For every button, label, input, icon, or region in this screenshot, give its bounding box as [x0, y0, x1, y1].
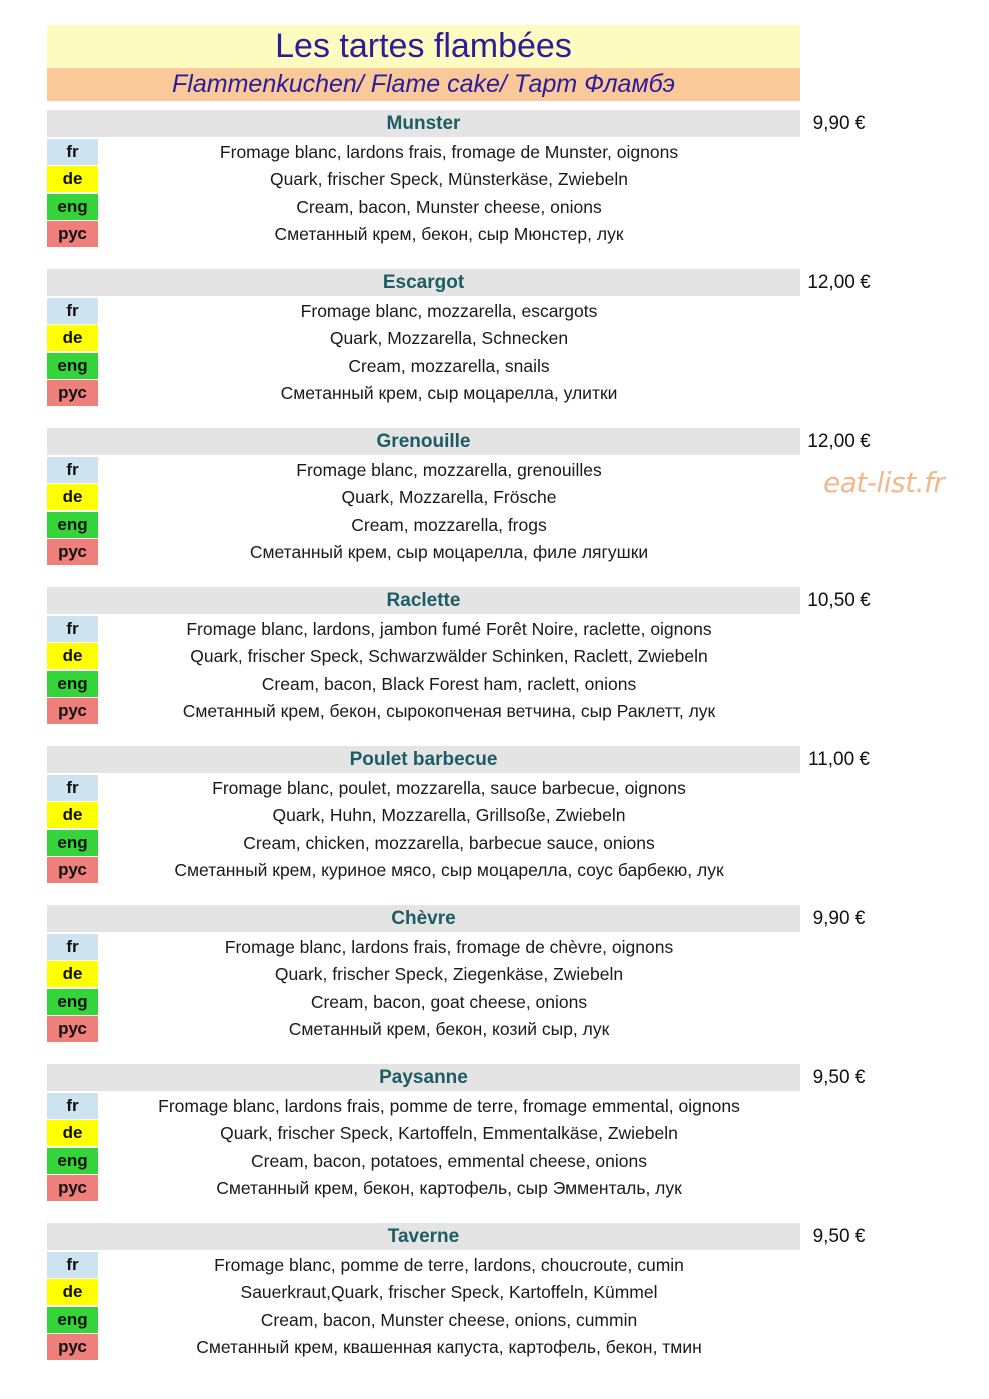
language-badge-de: de	[47, 325, 98, 351]
language-badge-eng: eng	[47, 353, 98, 379]
description-row-eng	[47, 194, 800, 220]
menu-item	[47, 110, 889, 247]
language-badge-eng: eng	[47, 830, 98, 856]
description-row-fr	[47, 616, 800, 642]
description-row-de	[47, 325, 800, 351]
description-row-ru	[47, 380, 800, 406]
language-badge-ru: рус	[47, 1334, 98, 1360]
language-badge-de: de	[47, 1279, 98, 1305]
menu-item	[47, 587, 889, 724]
description-row-fr	[47, 775, 800, 801]
description-text: Cream, bacon, Black Forest ham, raclett, onions	[261, 674, 637, 694]
language-badge-fr: fr	[47, 457, 98, 483]
description-row-de	[47, 1120, 800, 1146]
item-name: Munster	[47, 110, 800, 137]
menu-header	[47, 25, 800, 101]
language-badge-fr: fr	[47, 616, 98, 642]
description-row-eng	[47, 830, 800, 856]
description-text: Cream, mozzarella, frogs	[351, 515, 547, 535]
description-row-ru	[47, 857, 800, 883]
language-badge-eng: eng	[47, 194, 98, 220]
item-name: Poulet barbecue	[47, 746, 800, 773]
description-text: Fromage blanc, poulet, mozzarella, sauce barbecue, oignons	[212, 778, 686, 798]
description-text: Quark, Mozzarella, Schnecken	[329, 328, 569, 348]
language-badge-fr: fr	[47, 934, 98, 960]
language-badge-ru: рус	[47, 857, 98, 883]
description-text: Cream, chicken, mozzarella, barbecue sauce, onions	[243, 833, 655, 853]
description-text: Cream, bacon, potatoes, emmental cheese, onions	[251, 1151, 647, 1171]
menu-item	[47, 1223, 889, 1360]
item-name: Chèvre	[47, 905, 800, 932]
description-text: Сметанный крем, куриное мясо, сыр моцарелла, соус барбекю, лук	[174, 860, 724, 880]
menu-item	[47, 1064, 889, 1201]
language-badge-ru: рус	[47, 1016, 98, 1042]
item-price: 12,00 €	[807, 431, 871, 452]
language-badge-de: de	[47, 961, 98, 987]
language-badge-de: de	[47, 484, 98, 510]
language-badge-de: de	[47, 643, 98, 669]
language-badge-eng: eng	[47, 512, 98, 538]
description-text: Сметанный крем, бекон, картофель, сыр Эмменталь, лук	[216, 1178, 682, 1198]
description-text: Cream, mozzarella, snails	[348, 356, 550, 376]
language-badge-eng: eng	[47, 1307, 98, 1333]
description-text: Fromage blanc, lardons frais, fromage de chèvre, oignons	[224, 937, 674, 957]
description-row-de	[47, 484, 800, 510]
menu-subtitle: Flammenkuchen/ Flame cake/ Тарт Фламбэ	[47, 68, 800, 101]
description-row-eng	[47, 671, 800, 697]
menu-title: Les tartes flambées	[47, 25, 800, 68]
description-row-de	[47, 1279, 800, 1305]
description-text: Сметанный крем, сыр моцарелла, улитки	[280, 383, 618, 403]
item-price: 12,00 €	[807, 272, 871, 293]
description-row-ru	[47, 1175, 800, 1201]
language-badge-eng: eng	[47, 989, 98, 1015]
menu-item	[47, 746, 889, 883]
language-badge-ru: рус	[47, 698, 98, 724]
language-badge-de: de	[47, 1120, 98, 1146]
description-text: Quark, frischer Speck, Schwarzwälder Schinken, Raclett, Zwiebeln	[190, 646, 708, 666]
description-row-fr	[47, 934, 800, 960]
description-row-eng	[47, 989, 800, 1015]
description-text: Fromage blanc, lardons frais, fromage de Munster, oignons	[219, 142, 679, 162]
description-row-fr	[47, 1252, 800, 1278]
language-badge-ru: рус	[47, 380, 98, 406]
language-badge-fr: fr	[47, 775, 98, 801]
description-row-fr	[47, 457, 800, 483]
description-row-eng	[47, 353, 800, 379]
language-badge-fr: fr	[47, 139, 98, 165]
description-row-fr	[47, 139, 800, 165]
watermark: eat-list.fr	[823, 466, 945, 499]
description-row-de	[47, 166, 800, 192]
description-row-fr	[47, 298, 800, 324]
description-text: Quark, Huhn, Mozzarella, Grillsoße, Zwiebeln	[272, 805, 626, 825]
description-row-ru	[47, 698, 800, 724]
description-text: Сметанный крем, сыр моцарелла, филе лягушки	[249, 542, 649, 562]
language-badge-fr: fr	[47, 298, 98, 324]
language-badge-eng: eng	[47, 1148, 98, 1174]
description-text: Сметанный крем, бекон, козий сыр, лук	[288, 1019, 610, 1039]
description-text: Quark, Mozzarella, Frösche	[341, 487, 557, 507]
item-name: Taverne	[47, 1223, 800, 1250]
language-badge-eng: eng	[47, 671, 98, 697]
description-text: Fromage blanc, mozzarella, grenouilles	[296, 460, 602, 480]
description-row-eng	[47, 512, 800, 538]
language-badge-ru: рус	[47, 539, 98, 565]
item-price: 9,90 €	[812, 113, 866, 134]
description-row-eng	[47, 1307, 800, 1333]
menu-item	[47, 428, 889, 565]
description-row-de	[47, 802, 800, 828]
description-row-de	[47, 961, 800, 987]
description-text: Fromage blanc, lardons frais, pomme de terre, fromage emmental, oignons	[158, 1096, 740, 1116]
language-badge-fr: fr	[47, 1252, 98, 1278]
description-text: Cream, bacon, Munster cheese, onions	[296, 197, 602, 217]
item-price: 9,90 €	[812, 908, 866, 929]
description-row-fr	[47, 1093, 800, 1119]
menu-item	[47, 905, 889, 1042]
description-text: Quark, frischer Speck, Ziegenkäse, Zwiebeln	[274, 964, 624, 984]
description-text: Сметанный крем, квашенная капуста, картофель, бекон, тмин	[196, 1337, 702, 1357]
description-row-ru	[47, 1334, 800, 1360]
item-name: Escargot	[47, 269, 800, 296]
item-name: Paysanne	[47, 1064, 800, 1091]
description-text: Сметанный крем, бекон, сырокопченая ветчина, сыр Раклетт, лук	[182, 701, 716, 721]
description-text: Fromage blanc, mozzarella, escargots	[300, 301, 598, 321]
description-text: Quark, frischer Speck, Kartoffeln, Emmentalkäse, Zwiebeln	[220, 1123, 678, 1143]
description-row-ru	[47, 539, 800, 565]
item-price: 9,50 €	[812, 1226, 866, 1247]
description-row-de	[47, 643, 800, 669]
description-text: Сметанный крем, бекон, сыр Мюнстер, лук	[274, 224, 624, 244]
description-text: Quark, frischer Speck, Münsterkäse, Zwiebeln	[270, 169, 628, 189]
menu-items	[47, 110, 889, 1382]
item-price: 9,50 €	[812, 1067, 866, 1088]
description-row-eng	[47, 1148, 800, 1174]
language-badge-ru: рус	[47, 221, 98, 247]
description-text: Cream, bacon, goat cheese, onions	[310, 992, 588, 1012]
menu-item	[47, 269, 889, 406]
language-badge-fr: fr	[47, 1093, 98, 1119]
item-price: 10,50 €	[807, 590, 871, 611]
item-name: Grenouille	[47, 428, 800, 455]
description-text: Cream, bacon, Munster cheese, onions, cummin	[260, 1310, 638, 1330]
language-badge-de: de	[47, 802, 98, 828]
description-row-ru	[47, 1016, 800, 1042]
language-badge-ru: рус	[47, 1175, 98, 1201]
description-text: Fromage blanc, lardons, jambon fumé Forêt Noire, raclette, oignons	[186, 619, 712, 639]
item-price: 11,00 €	[808, 749, 870, 770]
description-row-ru	[47, 221, 800, 247]
description-text: Fromage blanc, pomme de terre, lardons, choucroute, cumin	[214, 1255, 684, 1275]
item-name: Raclette	[47, 587, 800, 614]
description-text: Sauerkraut,Quark, frischer Speck, Kartoffeln, Kümmel	[240, 1282, 658, 1302]
language-badge-de: de	[47, 166, 98, 192]
